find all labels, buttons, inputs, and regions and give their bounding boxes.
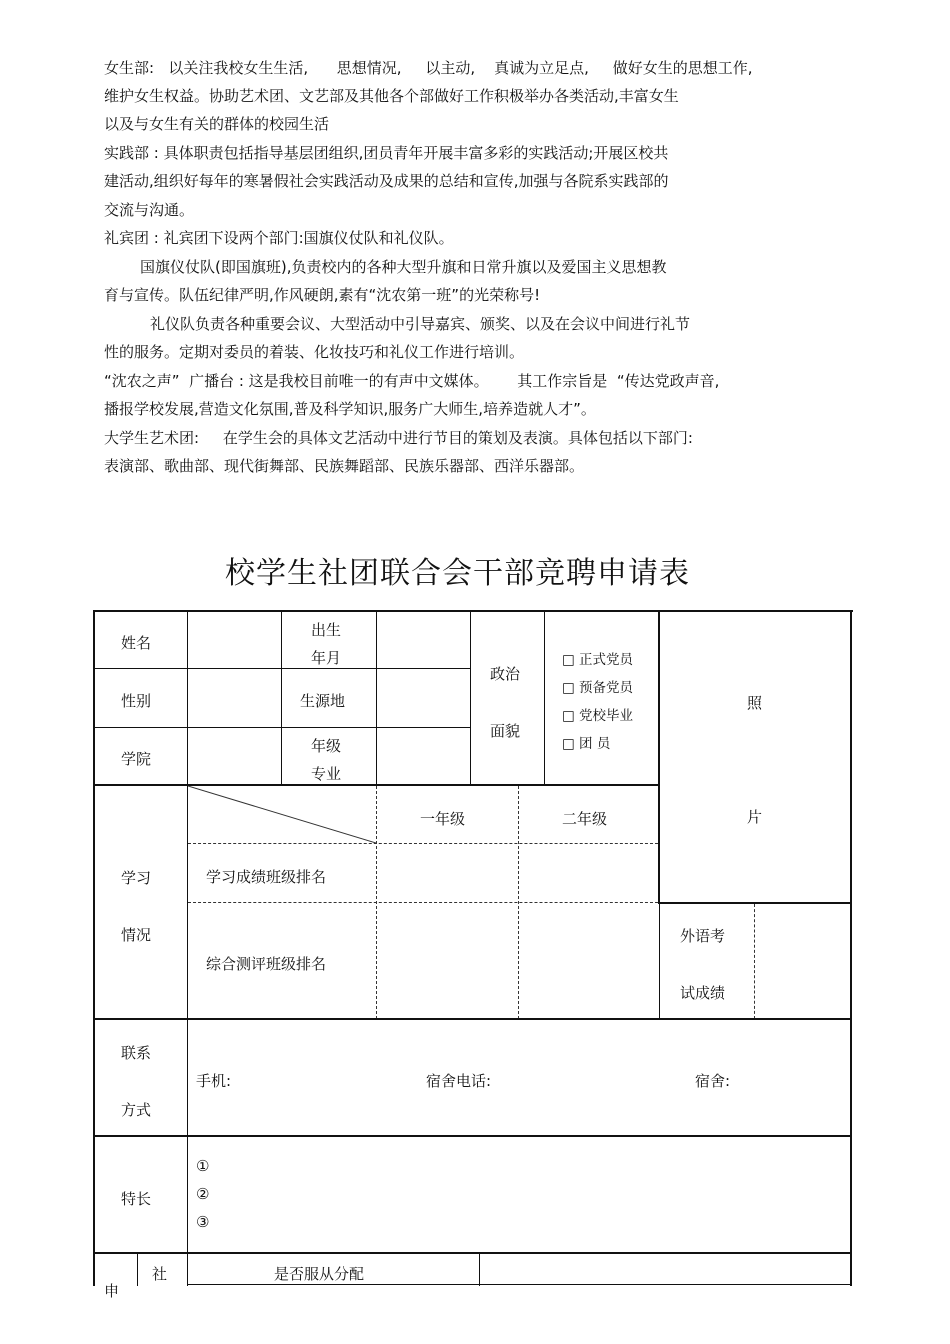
political-label: 政治	[490, 665, 521, 683]
college-label: 学院	[121, 750, 152, 768]
dorm-phone-field[interactable]: 宿舍电话:	[426, 1072, 492, 1090]
intro-line: 交流与沟通。	[104, 201, 195, 219]
intro-line: 礼宾团 : 礼宾团下设两个部门:国旗仪仗队和礼仪队。	[104, 229, 454, 247]
obey-assignment-label: 是否服从分配	[274, 1265, 365, 1283]
skill-item[interactable]: ①	[196, 1157, 210, 1175]
form-title: 校学生社团联合会干部竞聘申请表	[225, 556, 690, 591]
intro-line: 大学生艺术团: 在学生会的具体文艺活动中进行节目的策划及表演。具体包括以下部门:	[104, 429, 693, 447]
skill-item[interactable]: ③	[196, 1213, 210, 1231]
intro-line: 以及与女生有关的群体的校园生活	[104, 115, 330, 133]
study-rank-label: 学习成绩班级排名	[206, 868, 327, 886]
intro-line: 建活动,组织好每年的寒暑假社会实践活动及成果的总结和宣传,加强与各院系实践部的	[104, 172, 669, 190]
foreign-exam-label: 试成绩	[680, 984, 726, 1002]
phone-field[interactable]: 手机:	[196, 1072, 232, 1090]
origin-label: 生源地	[300, 692, 346, 710]
skill-label: 特长	[121, 1190, 152, 1208]
political-option[interactable]: □ 预备党员	[562, 680, 634, 696]
birth-label: 年月	[311, 649, 342, 667]
political-option[interactable]: □ 正式党员	[562, 652, 634, 668]
intro-line: 性的服务。定期对委员的着装、化妆技巧和礼仪工作进行培训。	[104, 343, 525, 361]
study-label: 学习	[121, 869, 152, 887]
study-label: 情况	[121, 926, 152, 944]
intro-line: 女生部: 以关注我校女生生活, 思想情况, 以主动, 真诚为立足点, 做好女生的思想工作,	[104, 59, 753, 77]
diagonal-header-cell	[188, 786, 376, 843]
grade-label: 年级	[311, 737, 342, 755]
intro-line: 维护女生权益。协助艺术团、文艺部及其他各个部做好工作积极举办各类活动,丰富女生	[104, 87, 679, 105]
year1-label: 一年级	[420, 810, 466, 828]
intro-line: 实践部 : 具体职责包括指导基层团组织,团员青年开展丰富多彩的实践活动;开展区校共	[104, 144, 669, 162]
intro-line: 播报学校发展,营造文化氛围,普及科学知识,服务广大师生,培养造就人才”。	[104, 400, 596, 418]
intro-line: 育与宣传。队伍纪律严明,作风硬朗,素有“沈农第一班”的光荣称号!	[104, 286, 541, 304]
year2-label: 二年级	[562, 810, 608, 828]
intro-line: “沈农之声” 广播台 : 这是我校目前唯一的有声中文媒体。 其工作宗旨是 “传达党政声音,	[104, 372, 720, 390]
intro-line: 表演部、歌曲部、现代街舞部、民族舞蹈部、民族乐器部、西洋乐器部。	[104, 457, 585, 475]
skill-item[interactable]: ②	[196, 1185, 210, 1203]
gender-label: 性别	[121, 692, 152, 710]
intro-line: 国旗仪仗队(即国旗班),负责校内的各种大型升旗和日常升旗以及爱国主义思想教	[140, 258, 667, 276]
apply-label: 申	[104, 1282, 120, 1300]
foreign-exam-label: 外语考	[680, 927, 726, 945]
contact-label: 联系	[121, 1044, 152, 1062]
contact-label: 方式	[121, 1101, 152, 1119]
name-label: 姓名	[121, 634, 152, 652]
political-option[interactable]: □ 党校毕业	[562, 708, 634, 724]
birth-label: 出生	[311, 621, 342, 639]
political-label: 面貌	[490, 722, 521, 740]
society-label: 社	[152, 1265, 168, 1283]
photo-label: 片	[747, 808, 763, 826]
political-option[interactable]: □ 团 员	[562, 736, 611, 752]
dorm-field[interactable]: 宿舍:	[695, 1072, 731, 1090]
intro-line: 礼仪队负责各种重要会议、大型活动中引导嘉宾、颁奖、以及在会议中间进行礼节	[150, 315, 691, 333]
major-label: 专业	[311, 765, 342, 783]
overall-rank-label: 综合测评班级排名	[206, 955, 327, 973]
photo-label: 照	[747, 694, 763, 712]
